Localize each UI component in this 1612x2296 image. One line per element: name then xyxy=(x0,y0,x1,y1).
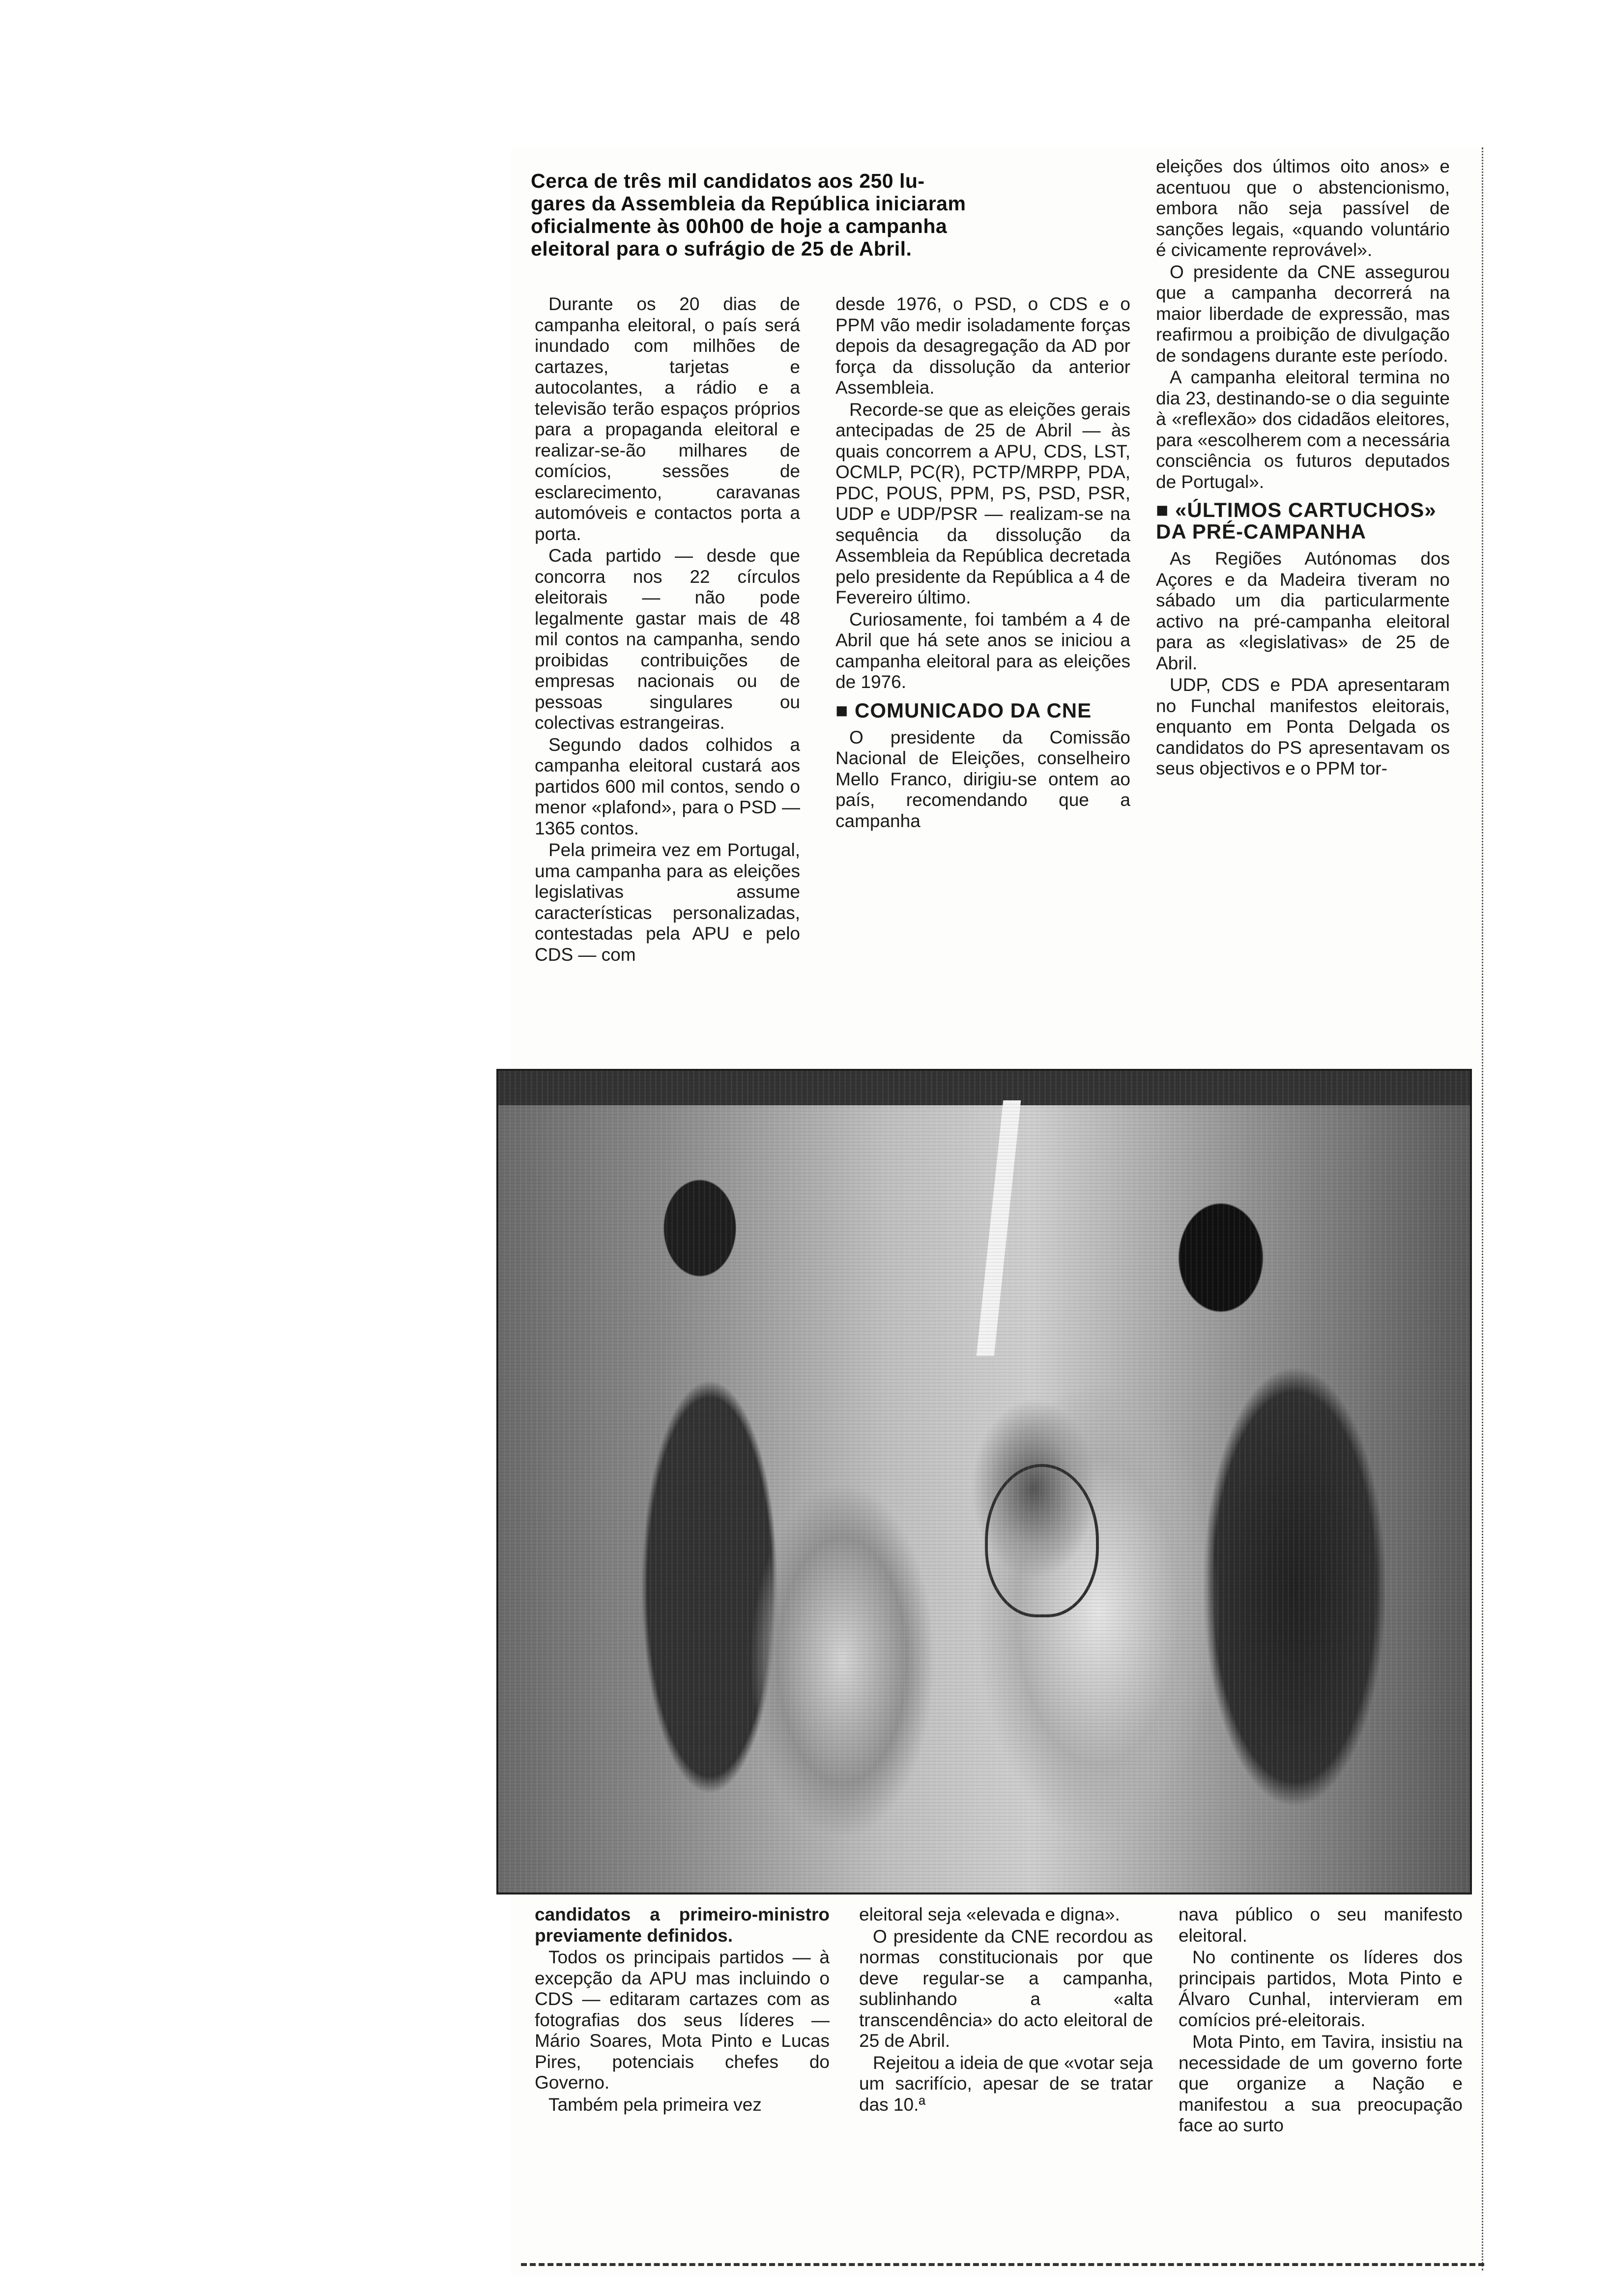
paragraph: A campanha eleitoral termina no dia 23, destinando-se o dia seguinte à «reflexão» dos cidadãos eleitores, para «escolherem com a necessária consciência os futuros deputados de Portugal». xyxy=(1156,367,1450,492)
paragraph: No continente os líderes dos principais partidos, Mota Pinto e Álvaro Cunhal, intervieram em comícios pré-eleitorais. xyxy=(1179,1947,1463,2030)
paragraph: Também pela primeira vez xyxy=(548,2094,762,2115)
paragraph: Segundo dados colhidos a campanha eleitoral custará aos partidos 600 mil contos, sendo o menor «plafond», para o PSD — 1365 contos. xyxy=(535,734,800,838)
text-column-6 xyxy=(1179,1904,1463,2137)
paragraph: candidatos a primeiro-ministro previamente definidos. xyxy=(535,1904,830,1946)
lead-line-3: oficialmente às 00h00 de hoje a campanha xyxy=(531,215,948,237)
paragraph: O presidente da CNE recordou as normas constitucionais por que deve regular-se a campanha, sublinhando a «alta transcendência» do acto eleitoral de 25 de Abril. xyxy=(859,1926,1153,2051)
section-heading-cne: ■ COMUNICADO DA CNE xyxy=(835,698,1092,722)
paragraph: Rejeitou a ideia de que «votar seja um sacrifício, apesar de se tratar das 10.ª xyxy=(859,2052,1153,2115)
paragraph: eleições dos últimos oito anos» e acentuou que o abstencionismo, embora não seja passível de sanções legais, «quando voluntário é civicamente reprovável». xyxy=(1156,156,1450,260)
paragraph: Mota Pinto, em Tavira, insistiu na necessidade de um governo forte que organize a Nação e manifestou a sua preocupação face ao surto xyxy=(1179,2032,1463,2135)
paragraph: Cada partido — desde que concorra nos 22 círculos eleitorais — não pode legalmente gastar mais de 48 mil contos na campanha, sendo proibidas contribuições de empresas nacionais ou de pessoas singulares ou colectivas estrangeiras. xyxy=(535,545,800,733)
paragraph: Pela primeira vez em Portugal, uma campanha para as eleições legislativas assume características personalizadas, contestadas pela APU e pelo CDS — com xyxy=(535,840,800,965)
text-column-2 xyxy=(835,294,1130,832)
paragraph: UDP, CDS e PDA apresentaram no Funchal manifestos eleitorais, enquanto em Ponta Delgada os candidatos do PS apresentavam os seus objectivos e o PPM tor- xyxy=(1156,675,1450,778)
article-lead xyxy=(531,170,1150,260)
clipping-cut-edge-bottom xyxy=(521,2253,1484,2266)
photo-grain xyxy=(498,1071,1470,1893)
paragraph: desde 1976, o PSD, o CDS e o PPM vão medir isoladamente forças depois da desagregação da AD por força da dissolução da anterior Assembleia. xyxy=(835,294,1130,398)
paragraph: Curiosamente, foi também a 4 de Abril que há sete anos se iniciou a campanha eleitoral para as eleições de 1976. xyxy=(835,609,1130,692)
news-photograph xyxy=(496,1069,1472,1894)
text-column-5 xyxy=(859,1904,1153,2116)
section-heading-ultimos-cartuchos: ■ «ÚLTIMOS CARTUCHOS» DA PRÉ-CAMPANHA xyxy=(1156,498,1437,543)
paragraph: Durante os 20 dias de campanha eleitoral, o país será inundado com milhões de cartazes, tarjetas e autocolantes, a rádio e a televisão terão espaços próprios para a propaganda eleitoral e realizar-se-ão milhares de comícios, sessões de esclarecimento, caravanas automóveis e contactos porta a porta. xyxy=(535,294,800,544)
paragraph: As Regiões Autónomas dos Açores e da Madeira tiveram no sábado um dia particularmente activo na pré-campanha eleitoral para as «legislativas» de 25 de Abril. xyxy=(1156,548,1450,673)
paragraph: Todos os principais partidos — à excepção da APU mas incluindo o CDS — editaram cartazes com as fotografias dos seus líderes — Mário Soares, Mota Pinto e Lucas Pires, potenciais chefes do Governo. xyxy=(535,1947,830,2093)
paragraph: Recorde-se que as eleições gerais antecipadas de 25 de Abril — às quais concorrem a APU, CDS, LST, OCMLP, PC(R), PCTP/MRPP, PDA, PDC, POUS, PPM, PS, PSD, PSR, UDP e UDP/PSR — realizam-se na sequência da dissolução da Assembleia da República decretada pelo presidente da República a 4 de Fevereiro último. xyxy=(835,399,1130,607)
text-column-1 xyxy=(535,294,800,966)
paragraph: O presidente da CNE assegurou que a campanha decorrerá na maior liberdade de expressão, mas reafirmou a proibição de divulgação de sondagens durante este período. xyxy=(1156,261,1450,366)
paragraph: eleitoral seja «elevada e digna». xyxy=(859,1904,1120,1924)
text-column-3 xyxy=(1156,156,1450,780)
paragraph: nava público o seu manifesto eleitoral. xyxy=(1179,1904,1463,1946)
paragraph: O presidente da Comissão Nacional de Eleições, conselheiro Mello Franco, dirigiu-se ontem ao país, recomendando que a campanha xyxy=(835,727,1130,831)
lead-line-1: Cerca de três mil candidatos aos 250 lu- xyxy=(531,170,925,192)
text-column-4 xyxy=(535,1904,830,2116)
lead-line-4: eleitoral para o sufrágio de 25 de Abril. xyxy=(531,237,912,260)
lead-line-2: gares da Assembleia da República iniciaram xyxy=(531,192,966,215)
